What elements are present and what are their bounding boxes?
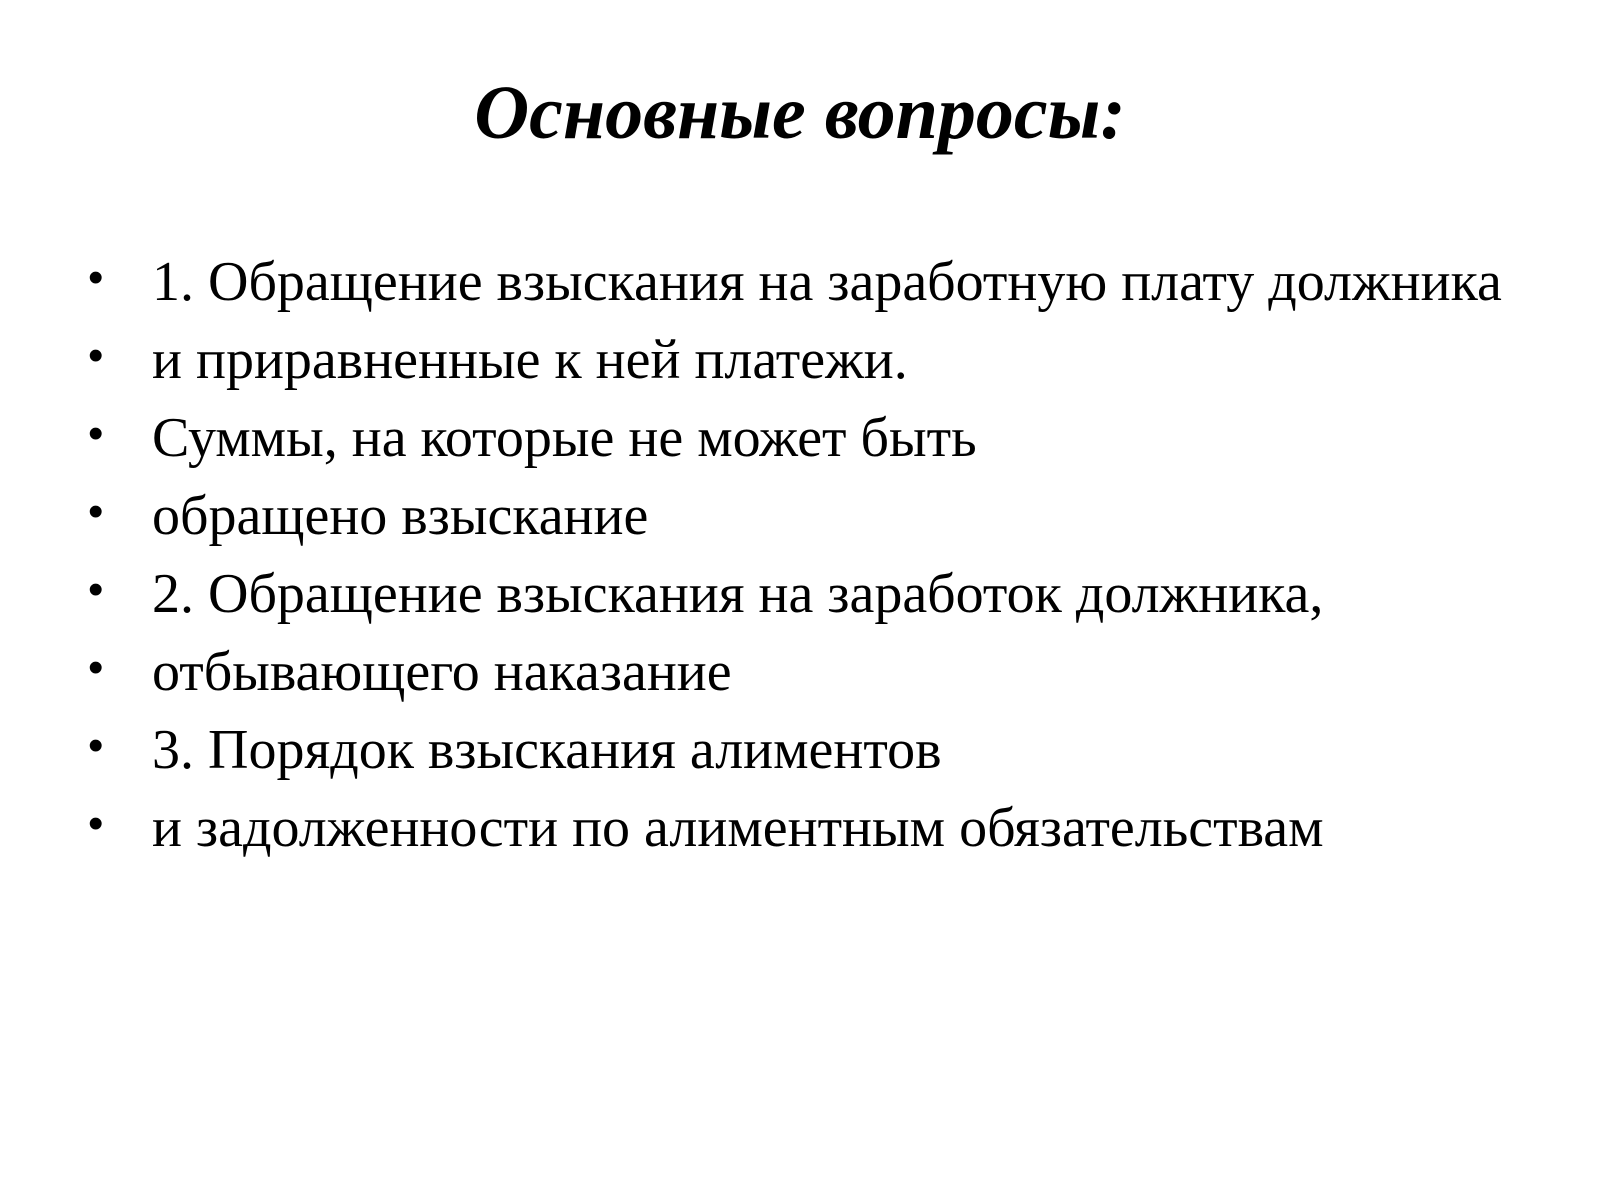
list-item bbox=[88, 328, 1548, 392]
list-item-text: и приравненные к ней платежи. bbox=[152, 329, 908, 391]
list-item-text: 2. Обращение взыскания на заработок должника, bbox=[152, 563, 1324, 625]
bullet-icon: • bbox=[88, 799, 104, 848]
list-item-text: Суммы, на которые не может быть bbox=[152, 407, 977, 469]
bullet-icon: • bbox=[88, 721, 104, 770]
bullet-icon: • bbox=[88, 487, 104, 536]
list-item-text: 1. Обращение взыскания на заработную плату должника bbox=[152, 251, 1502, 313]
bullet-icon: • bbox=[88, 331, 104, 380]
list-item bbox=[88, 640, 1548, 704]
list-item bbox=[88, 718, 1548, 782]
list-item-text: обращено взыскание bbox=[152, 485, 649, 547]
bullet-icon: • bbox=[88, 409, 104, 458]
list-item bbox=[88, 406, 1548, 470]
list-item-text: отбывающего наказание bbox=[152, 641, 732, 703]
slide-title: Основные вопросы: bbox=[474, 71, 1126, 155]
list-item-text: 3. Порядок взыскания алиментов bbox=[152, 719, 942, 781]
list-item bbox=[88, 562, 1548, 626]
list-item bbox=[88, 484, 1548, 548]
list-item bbox=[88, 796, 1548, 860]
bullet-list bbox=[88, 250, 1548, 874]
list-item-text: и задолженности по алиментным обязательствам bbox=[152, 797, 1324, 859]
bullet-icon: • bbox=[88, 565, 104, 614]
bullet-icon: • bbox=[88, 253, 104, 302]
bullet-icon: • bbox=[88, 643, 104, 692]
list-item bbox=[88, 250, 1548, 314]
